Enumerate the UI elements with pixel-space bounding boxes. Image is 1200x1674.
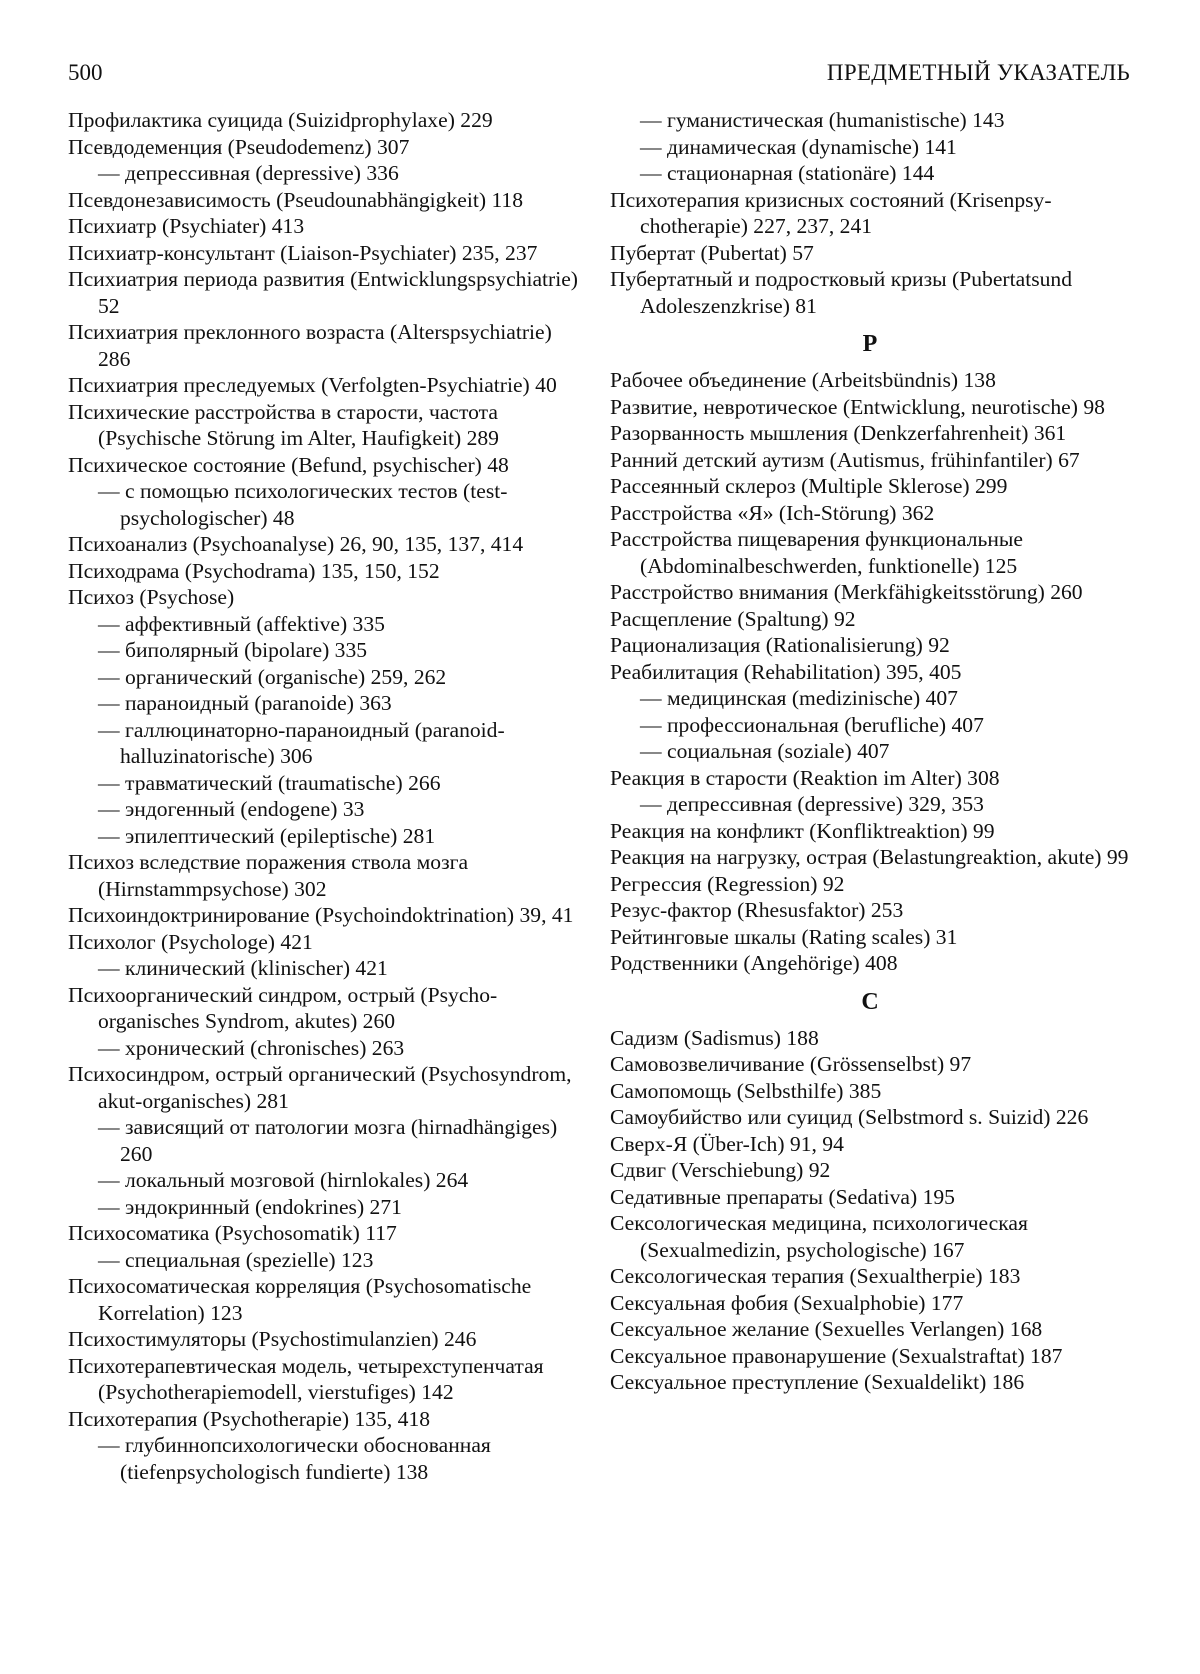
index-entry: Сдвиг (Verschiebung) 92 xyxy=(610,1158,831,1182)
index-entry: Рационализация (Rationalisierung) 92 xyxy=(610,633,950,657)
index-entry: Психоорганический синдром, острый (Psychoorganisches Syndrom, akutes) 260 xyxy=(68,982,498,1033)
index-entry: Психотерапия кризисных состояний (Krisenpsychotherapie) 227, 237, 241 xyxy=(610,187,1052,238)
index-entry: Психоиндоктринирование (Psychoindoktrination) 39, 41 xyxy=(68,903,574,927)
index-subentry: — органический (organische) 259, 262 xyxy=(98,664,447,689)
index-entry: Психиатр (Psychiater) 413 xyxy=(68,214,305,238)
index-entry: Реабилитация (Rehabilitation) 395, 405 xyxy=(610,659,962,684)
index-entry: Развитие, невротическое (Entwicklung, neurotische) 98 xyxy=(610,394,1105,419)
page-number: 500 xyxy=(68,60,103,85)
index-entry: Регрессия (Regression) 92 xyxy=(610,871,845,896)
index-column-left xyxy=(68,107,588,1485)
index-entry: Психотерапевтическая модель, четырехступенчатая (Psychotherapiemodell, vierstufiges) 142 xyxy=(68,1353,544,1404)
index-entry: Сексуальное преступление (Sexualdelikt) 186 xyxy=(610,1370,1025,1394)
index-column-right xyxy=(610,107,1130,1396)
index-subentry: — профессиональная (berufliche) 407 xyxy=(640,712,984,737)
index-entry: Псевдонезависимость (Pseudounabhängigkeit) 118 xyxy=(68,187,524,212)
index-subentry: — биполярный (bipolare) 335 xyxy=(98,638,368,662)
index-entry: Родственники (Angehörige) 408 xyxy=(610,951,898,975)
index-subentry: — локальный мозговой (hirnlokales) 264 xyxy=(98,1168,469,1192)
index-entry: Реакция на нагрузку, острая (Belastungreaktion, akute) 99 xyxy=(610,845,1129,869)
index-entry: Сексуальное желание (Sexuelles Verlangen) 168 xyxy=(610,1317,1043,1341)
index-entry: Пубертат (Pubertat) 57 xyxy=(610,240,814,265)
index-entry: Расстройства «Я» (Ich-Störung) 362 xyxy=(610,500,935,525)
index-entry: Психоанализ (Psychoanalyse) 26, 90, 135, 137, 414 xyxy=(68,532,524,556)
index-subentry: — эндокринный (endokrines) 271 xyxy=(98,1194,402,1219)
index-subentry: — динамическая (dynamische) 141 xyxy=(640,134,957,159)
index-entry: Психиатрия преследуемых (Verfolgten-Psychiatrie) 40 xyxy=(68,373,557,397)
index-entry: Психиатрия периода развития (Entwicklungspsychiatrie) 52 xyxy=(68,267,578,318)
index-subentry: — медицинская (medizinische) 407 xyxy=(640,686,958,710)
index-subentry: — параноидный (paranoide) 363 xyxy=(98,691,392,715)
index-entry: Психодрама (Psychodrama) 135, 150, 152 xyxy=(68,558,440,583)
index-subentry: — гуманистическая (humanistische) 143 xyxy=(640,108,1005,132)
index-entry: Сексуальная фобия (Sexualphobie) 177 xyxy=(610,1290,964,1315)
index-subentry: — травматический (traumatische) 266 xyxy=(98,770,441,795)
index-entry: Пубертатный и подростковый кризы (Pubertatsund Adoleszenzkrise) 81 xyxy=(610,267,1072,318)
index-entry: Психотерапия (Psychotherapie) 135, 418 xyxy=(68,1406,431,1431)
index-entry: Псевдодеменция (Pseudodemenz) 307 xyxy=(68,134,410,159)
index-subentry: — хронический (chronisches) 263 xyxy=(98,1035,405,1060)
index-subentry: — депрессивная (depressive) 329, 353 xyxy=(640,792,984,816)
index-entry: Самоубийство или суицид (Selbstmord s. Suizid) 226 xyxy=(610,1105,1089,1129)
running-title: ПРЕДМЕТНЫЙ УКАЗАТЕЛЬ xyxy=(826,60,1130,85)
index-subentry: — зависящий от патологии мозга (hirnadhängiges) 260 xyxy=(98,1115,558,1166)
letter-heading: Р xyxy=(862,331,878,357)
index-entry: Сексуальное правонарушение (Sexualstraftat) 187 xyxy=(610,1343,1063,1368)
index-subentry: — аффективный (affektive) 335 xyxy=(98,611,385,636)
index-entry: Психоз вследствие поражения ствола мозга (Hirnstammpsychose) 302 xyxy=(68,850,469,901)
index-entry: Психиатрия преклонного возраста (Alterspsychiatrie) 286 xyxy=(68,320,552,371)
index-entry: Сексологическая терапия (Sexualtherpie) 183 xyxy=(610,1264,1021,1288)
index-entry: Психические расстройства в старости, частота (Psychische Störung im Alter, Haufigkeit) 289 xyxy=(68,399,499,450)
index-entry: Психосиндром, острый органический (Psychosyndrom, akut-organisches) 281 xyxy=(68,1062,572,1113)
index-entry: Сексологическая медицина, психологическая (Sexualmedizin, psychologische) 167 xyxy=(610,1211,1028,1262)
index-subentry: — клинический (klinischer) 421 xyxy=(98,956,388,980)
page-header xyxy=(68,60,1130,96)
index-entry: Психоз (Psychose) xyxy=(68,585,235,609)
index-entry: Рейтинговые шкалы (Rating scales) 31 xyxy=(610,924,958,949)
index-subentry: — специальная (spezielle) 123 xyxy=(98,1247,374,1272)
index-subentry: — стационарная (stationäre) 144 xyxy=(640,161,935,185)
index-entry: Самовозвеличивание (Grössenselbst) 97 xyxy=(610,1052,972,1076)
index-entry: Садизм (Sadismus) 188 xyxy=(610,1025,819,1050)
index-entry: Психическое состояние (Befund, psychischer) 48 xyxy=(68,452,509,477)
index-entry: Рассеянный склероз (Multiple Sklerose) 299 xyxy=(610,474,1008,498)
index-entry: Самопомощь (Selbsthilfe) 385 xyxy=(610,1078,882,1103)
index-entry: Расщепление (Spaltung) 92 xyxy=(610,606,856,631)
index-entry: Резус-фактор (Rhesusfaktor) 253 xyxy=(610,898,904,922)
index-entry: Разорванность мышления (Denkzerfahrenheit) 361 xyxy=(610,421,1067,445)
index-subentry: — галлюцинаторно-параноидный (paranoidhalluzinatorische) 306 xyxy=(98,717,505,768)
index-entry: Психиатр-консультант (Liaison-Psychiater) 235, 237 xyxy=(68,240,538,265)
index-entry: Рабочее объединение (Arbeitsbündnis) 138 xyxy=(610,368,996,392)
index-entry: Психостимуляторы (Psychostimulanzien) 246 xyxy=(68,1327,477,1351)
index-entry: Ранний детский аутизм (Autismus, frühinfantiler) 67 xyxy=(610,447,1080,472)
index-subentry: — эндогенный (endogene) 33 xyxy=(98,797,365,821)
index-entry: Профилактика суицида (Suizidprophylaxe) 229 xyxy=(68,108,493,132)
index-subentry: — социальная (soziale) 407 xyxy=(640,739,890,763)
index-entry: Седативные препараты (Sedativa) 195 xyxy=(610,1184,955,1209)
index-subentry: — эпилептический (epileptische) 281 xyxy=(98,823,436,848)
index-entry: Реакция на конфликт (Konfliktreaktion) 99 xyxy=(610,818,995,843)
index-entry: Реакция в старости (Reaktion im Alter) 308 xyxy=(610,765,1000,790)
index-subentry: — депрессивная (depressive) 336 xyxy=(98,161,399,185)
index-entry: Психолог (Psychologe) 421 xyxy=(68,929,313,954)
index-entry: Психосоматическая корреляция (Psychosomatische Korrelation) 123 xyxy=(68,1274,532,1325)
index-entry: Расстройство внимания (Merkfähigkeitsstörung) 260 xyxy=(610,580,1083,604)
index-entry: Психосоматика (Psychosomatik) 117 xyxy=(68,1221,397,1245)
index-entry: Расстройства пищеварения функциональные (Abdominalbeschwerden, funktionelle) 125 xyxy=(610,527,1023,578)
index-subentry: — глубиннопсихологически обоснованная (tiefenpsychologisch fundierte) 138 xyxy=(98,1433,491,1484)
index-subentry: — с помощью психологических тестов (testpsychologischer) 48 xyxy=(98,479,508,530)
letter-heading: С xyxy=(861,988,879,1015)
index-entry: Сверх-Я (Über-Ich) 91, 94 xyxy=(610,1131,844,1156)
